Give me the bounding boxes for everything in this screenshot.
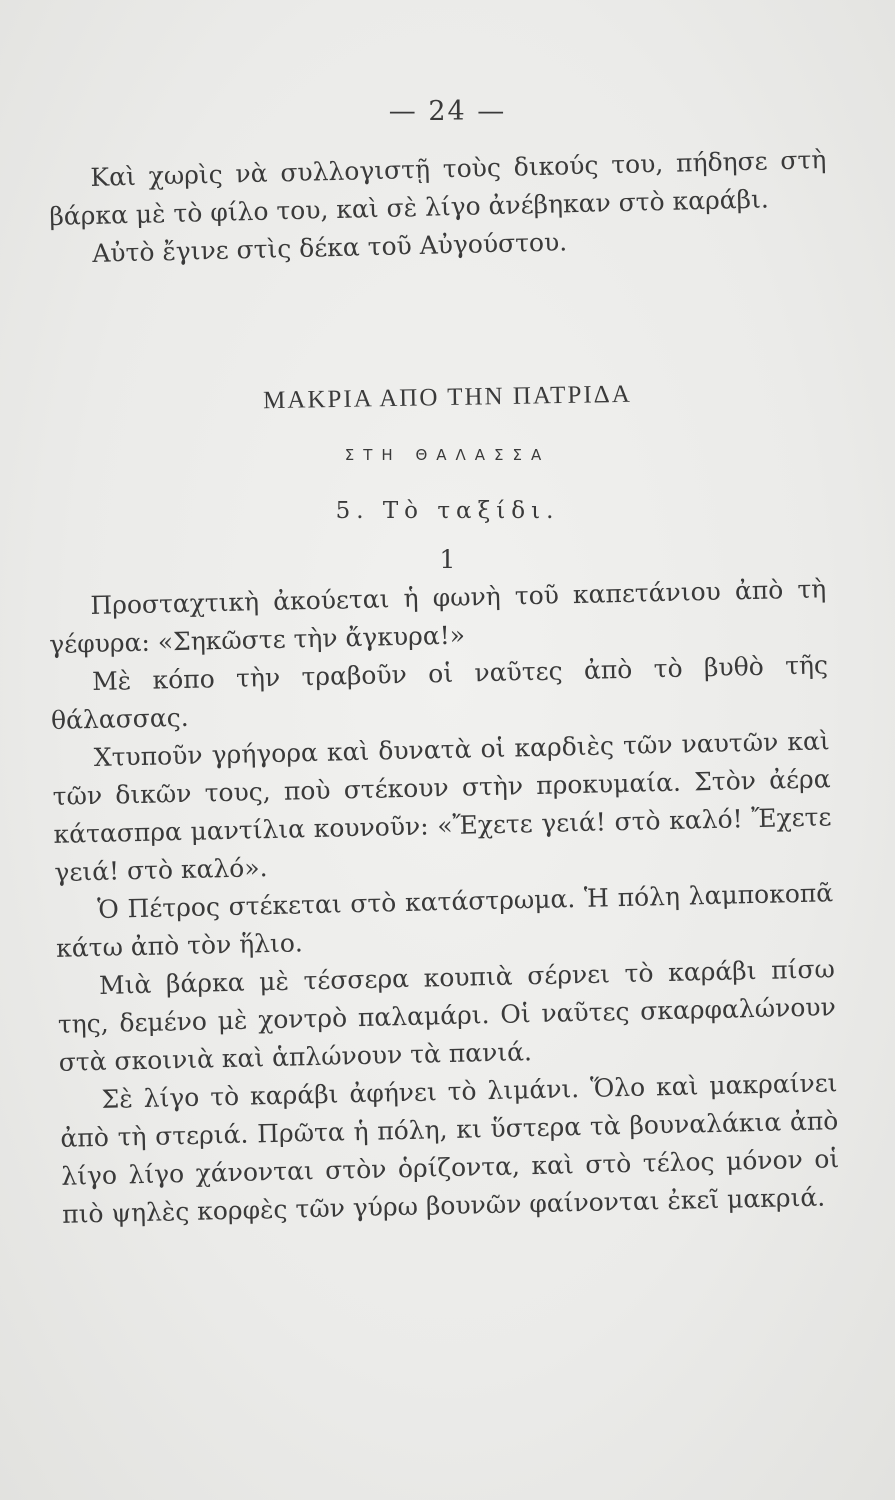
paragraph: Χτυποῦν γρήγορα καὶ δυνατὰ οἱ καρδιὲς τῶν ναυτῶν καὶ τῶν δικῶν τους, ποὺ στέκουν στὴν προκυμαία. Στὸν ἀέρα κάτασπρα μαντίλια κουνοῦν: «Ἔχετε γειά! στὸ καλό! Ἔχετε γειά! στὸ καλό». [52,726,832,887]
page-number: — 24 — [388,96,507,127]
main-text [48,570,840,1233]
intro-text [48,141,829,274]
paragraph: Προσταχτικὴ ἀκούεται ἡ φωνὴ τοῦ καπετάνιου ἀπὸ τὴ γέφυρα: «Σηκῶστε τὴν ἄγκυρα!» [48,574,827,659]
section-subtitle: ΣΤΗ ΘΑΛΑΣΣΑ [344,446,551,464]
paragraph: Ὁ Πέτρος στέκεται στὸ κατάστρωμα. Ἡ πόλη λαμποκοπᾶ κάτω ἀπὸ τὸν ἥλιο. [55,878,834,963]
paragraph: Καὶ χωρὶς νὰ συλλογιστῇ τοὺς δικούς του, πήδησε στὴ βάρκα μὲ τὸ φίλο του, καὶ σὲ λίγο ἀνέβηκαν στὸ καράβι. [49,144,827,231]
paragraph: Αὐτὸ ἔγινε στὶς δέκα τοῦ Αὐγούστου. [91,227,568,268]
paragraph: Μὲ κόπο τὴν τραβοῦν οἱ ναῦτες ἀπὸ τὸ βυθὸ τῆς θάλασσας. [50,650,829,735]
lesson-title: 5. Τὸ ταξίδι. [335,498,560,524]
section-title: ΜΑΚΡΙΑ ΑΠΟ ΤΗΝ ΠΑΤΡΙΔΑ [262,380,633,415]
paragraph: Σὲ λίγο τὸ καράβι ἀφήνει τὸ λιμάνι. Ὅλο καὶ μακραίνει ἀπὸ τὴ στεριά. Πρῶτα ἡ πόλη, κι ὕστερα τὰ βουναλάκια ἀπὸ λίγο λίγο χάνονται στὸν ὁρίζοντα, καὶ στὸ τέλος μόνον οἱ πιὸ ψηλὲς κορφὲς τῶν γύρω βουνῶν φαίνονται ἐκεῖ μακριά. [60,1068,840,1229]
part-number: 1 [439,545,456,574]
paragraph: Μιὰ βάρκα μὲ τέσσερα κουπιὰ σέρνει τὸ καράβι πίσω της, δεμένο μὲ χοντρὸ παλαμάρι. Οἱ ναῦτες σκαρφαλώνουν στὰ σκοινιὰ καὶ ἁπλώνουν τὰ πανιά. [57,954,837,1077]
